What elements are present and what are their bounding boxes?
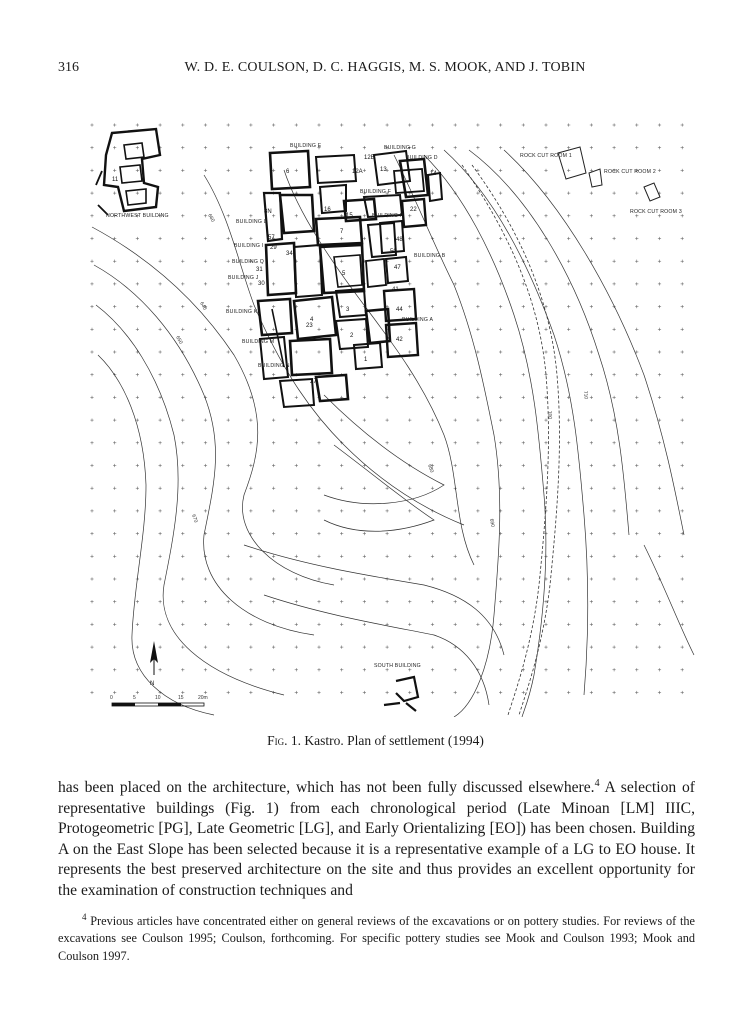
room-number: 12B <box>364 155 375 161</box>
figure-caption-text: Kastro. Plan of settlement (1994) <box>304 733 484 748</box>
contour-label: 650 <box>174 335 184 346</box>
label-building-q: BUILDING Q <box>232 259 264 265</box>
room-number: 31 <box>256 267 263 273</box>
scale-label-15: 15 <box>178 695 184 701</box>
room-number: 1 <box>364 357 368 363</box>
room-number: 8N <box>264 209 272 215</box>
contour-label: 670 <box>190 513 199 524</box>
label-building-k: BUILDING K <box>226 309 258 315</box>
room-number: 57 <box>268 235 275 241</box>
label-building-f: BUILDING F <box>360 189 392 195</box>
label-building-l: BUILDING L <box>236 219 267 225</box>
room-number: 34 <box>286 251 293 257</box>
label-building-e: BUILDING E <box>290 143 322 149</box>
room-number: 27 <box>310 379 317 385</box>
label-building-a: BUILDING A <box>402 317 434 323</box>
north-arrow <box>150 641 158 687</box>
label-building-d: BUILDING D <box>406 155 438 161</box>
contour-label: 660 <box>206 213 216 224</box>
scale-label-5: 5 <box>133 695 136 701</box>
scale-bar <box>110 695 208 706</box>
body-paragraph-continuation: A selection of representative buildings (Fig. 1) from each chronological period (Late Minoan [LM] IIIC, Protogeometric [PG], Late Geometric [LG], and Early Orientalizing [EO]) has been chosen. Building A on the East Slope has been selected because it is a representative example of a LG to EO house. It represents the best preserved architecture on the site and thus provides an excellent opportunity for the examination of construction techniques and <box>58 779 695 899</box>
contour-label: 680 <box>426 463 435 474</box>
label-building-g: BUILDING G <box>384 145 416 151</box>
room-number: 29 <box>270 245 277 251</box>
room-number: 15 <box>346 213 353 219</box>
room-number: 2 <box>350 333 354 339</box>
footnote-marker: 4 <box>82 911 87 922</box>
body-paragraph <box>58 778 695 902</box>
footnote-reference[interactable]: 4 <box>594 777 600 789</box>
site-plan-drawing <box>84 115 696 717</box>
contour-lines <box>92 150 694 717</box>
footnote-text: Previous articles have concentrated either on general reviews of the excavations or on pottery studies. For reviews of the excavations see Coulson 1995; Coulson, forthcoming. For specific pottery studies see Mook and Coulson 1993; Mook and Coulson 1997. <box>58 914 695 963</box>
scale-label-20m: 20m <box>198 695 208 701</box>
label-rock-cut-room-3: ROCK CUT ROOM 3 <box>630 209 682 215</box>
room-number: 42 <box>396 337 403 343</box>
page-number: 316 <box>58 60 79 75</box>
label-building-n: BUILDING N <box>258 363 290 369</box>
room-number: 44 <box>396 307 403 313</box>
label-rock-cut-room-1: ROCK CUT ROOM 1 <box>520 153 572 159</box>
northwest-building-remains <box>96 129 160 215</box>
figure-caption-label: Fig. 1. <box>267 733 301 748</box>
room-number: 48 <box>396 237 403 243</box>
room-number: 30 <box>258 281 265 287</box>
contour-label: 700 <box>546 410 553 420</box>
room-number: 13 <box>380 167 387 173</box>
label-rock-cut-room-2: ROCK CUT ROOM 2 <box>604 169 656 175</box>
scale-label-10: 10 <box>155 695 161 701</box>
survey-grid <box>90 123 683 694</box>
room-number: 50 <box>390 249 397 255</box>
room-number: 47 <box>394 265 401 271</box>
label-building-p: BUILDING P <box>372 213 404 219</box>
contour-label: 710 <box>582 390 589 400</box>
room-number: 11 <box>112 177 119 183</box>
label-building-i: BUILDING I <box>234 243 264 249</box>
label-building-j: BUILDING J <box>228 275 259 281</box>
room-number: 22 <box>410 207 417 213</box>
footnote <box>58 913 695 965</box>
label-building-b: BUILDING B <box>414 253 446 259</box>
room-number: 4 <box>310 317 314 323</box>
contour-label: 640 <box>198 301 208 312</box>
figure-caption <box>0 733 751 749</box>
label-south-building: SOUTH BUILDING <box>374 663 421 669</box>
south-building-remains <box>384 677 418 711</box>
room-number: 16 <box>324 207 331 213</box>
label-building-m: BUILDING M <box>242 339 275 345</box>
label-northwest-building: NORTHWEST BUILDING <box>106 213 169 219</box>
room-number: 14 <box>430 171 437 177</box>
body-paragraph-text: has been placed on the architecture, which has not been fully discussed elsewhere. <box>58 779 595 796</box>
east-slope-track <box>462 165 559 715</box>
room-number: 41 <box>392 287 399 293</box>
contour-label: 690 <box>488 518 496 528</box>
scale-label-0: 0 <box>110 695 113 701</box>
room-number: 5 <box>342 271 346 277</box>
room-number: 7 <box>340 229 344 235</box>
room-number: 3 <box>346 307 350 313</box>
room-number: 23 <box>306 323 313 329</box>
running-head: W. D. E. COULSON, D. C. HAGGIS, M. S. MOOK, AND J. TOBIN <box>184 60 586 75</box>
room-number: 6 <box>286 169 290 175</box>
room-number: 12A <box>352 169 363 175</box>
site-plan-figure <box>84 115 696 717</box>
north-label: N <box>150 681 155 687</box>
